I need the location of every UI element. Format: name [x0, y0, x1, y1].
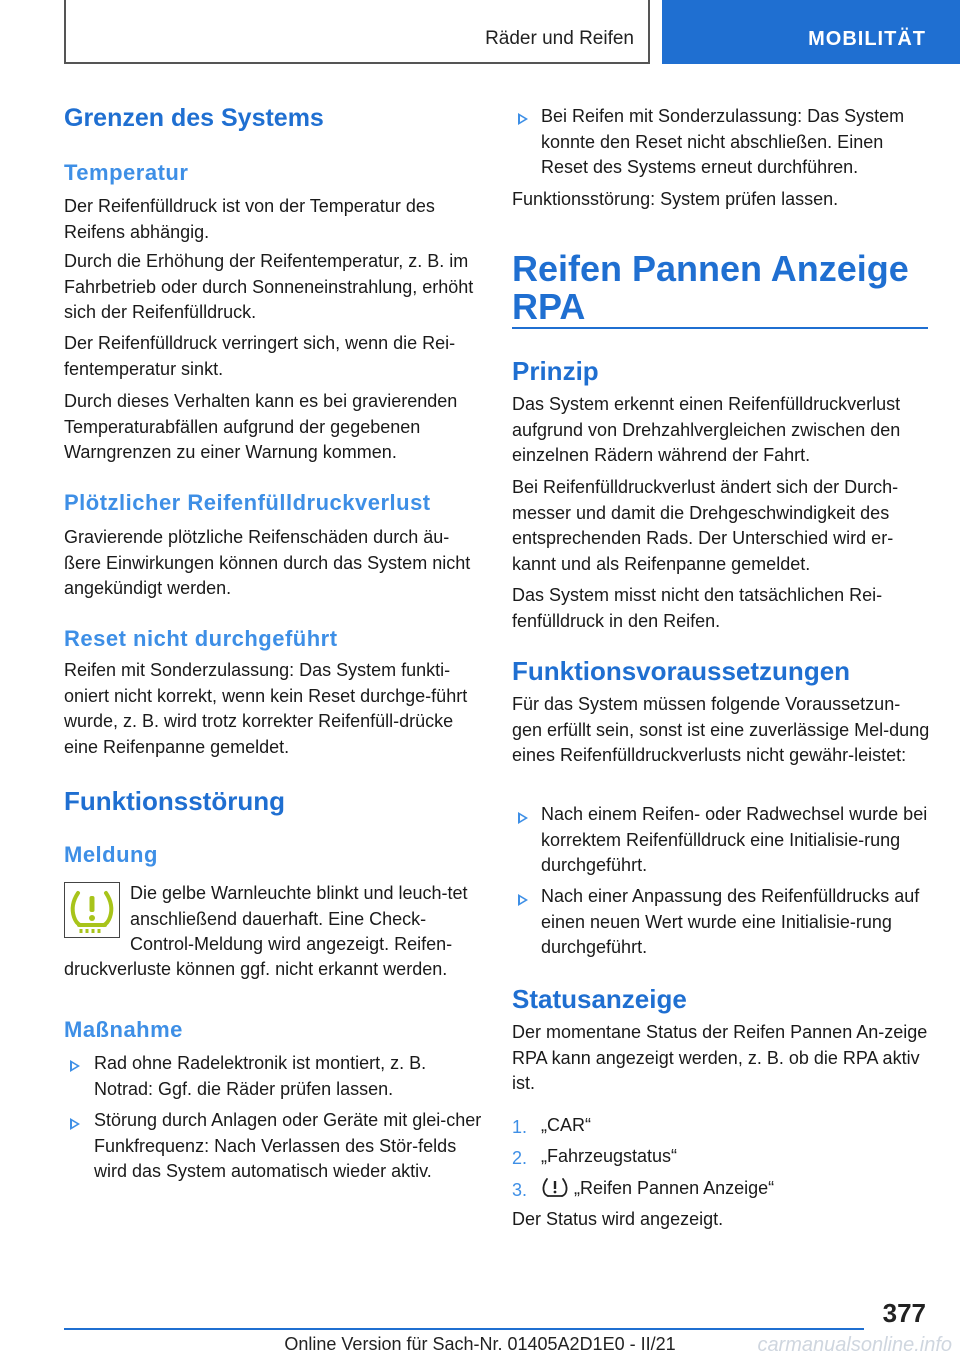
step-text: „Reifen Pannen Anzeige“	[574, 1178, 775, 1198]
paragraph-prinzip-1: Das System erkennt einen Reifenfülldruckverlust aufgrund von Drehzahlvergleichen zwischen den einzelnen Rädern während der Fahrt.	[512, 394, 901, 465]
header-chapter-box	[662, 0, 960, 64]
paragraph-prinzip-2: Bei Reifenfülldruckverlust ändert sich der Durch-messer und damit die Drehgeschwindigkeit des entsprechenden Rads. Der Unterschied wird er-kannt und als Reifenpanne gemeldet.	[512, 477, 899, 574]
paragraph-temperatur-3: Der Reifenfülldruck verringert sich, wenn die Rei-fentemperatur sinkt.	[64, 333, 456, 379]
tire-pressure-warning-icon	[64, 882, 120, 938]
paragraph-stoerung: Funktionsstörung: System prüfen lassen.	[512, 189, 839, 209]
paragraph-temperatur-2: Durch die Erhöhung der Reifentemperatur, z. B. im Fahrbetrieb oder durch Sonneneinstrahlung, erhöht sich der Reifenfülldruck.	[64, 251, 474, 322]
heading-temperatur: Temperatur	[64, 160, 189, 185]
watermark: carmanualsonline.info	[757, 1334, 952, 1356]
paragraph-meldung-continued: druckverluste können ggf. nicht erkannt werden.	[64, 959, 448, 979]
step-text: „CAR“	[541, 1115, 591, 1135]
paragraph-prinzip-3: Das System misst nicht den tatsächlichen Rei-fenfülldruck in den Reifen.	[512, 585, 883, 631]
step-number: 1.	[512, 1117, 528, 1137]
heading-rpa: Reifen Pannen Anzeige RPA	[512, 248, 909, 327]
footer-online-version: Online Version für Sach-Nr. 01405A2D1E0 - II/21	[284, 1334, 676, 1354]
paragraph-statusanzeige: Der momentane Status der Reifen Pannen An-zeige RPA kann angezeigt werden, z. B. ob die RPA aktiv ist.	[512, 1022, 928, 1093]
page-number: 377	[882, 1298, 926, 1328]
paragraph-status-end: Der Status wird angezeigt.	[512, 1209, 724, 1229]
bullet-triangle-icon	[518, 894, 528, 906]
heading-meldung: Meldung	[64, 842, 158, 867]
paragraph-ploetzlich: Gravierende plötzliche Reifenschäden durch äu-ßere Einwirkungen können durch das System nicht angekündigt werden.	[64, 527, 471, 598]
header-section-box	[64, 0, 650, 64]
step-text: „Fahrzeugstatus“	[541, 1146, 678, 1166]
list-item-voraussetzung-1: Nach einem Reifen- oder Radwechsel wurde bei korrektem Reifenfülldruck eine Initialisie-rung durchgeführt.	[541, 804, 928, 875]
step-number: 2.	[512, 1148, 528, 1168]
paragraph-temperatur-4: Durch dieses Verhalten kann es bei gravierenden Temperaturabfällen aufgrund der gegebenen Warngrenzen zu einer Warnung kommen.	[64, 391, 458, 462]
bullet-triangle-icon	[70, 1118, 80, 1130]
heading-funktionsstoerung: Funktionsstörung	[64, 786, 285, 816]
paragraph-meldung: Die gelbe Warnleuchte blinkt und leuch-tet anschließend dauerhaft. Eine Check-Control-Meldung wird angezeigt. Reifen-	[130, 883, 468, 954]
list-item-voraussetzung-2: Nach einer Anpassung des Reifenfülldrucks auf einen neuen Wert wurde eine Initialisie-rung durchgeführt.	[541, 886, 920, 957]
paragraph-temperatur-1: Der Reifenfülldruck ist von der Temperatur des Reifens abhängig.	[64, 196, 435, 242]
list-item-massnahme-2: Störung durch Anlagen oder Geräte mit glei-cher Funkfrequenz: Nach Verlassen des Stör-felds wird das System automatisch wieder aktiv.	[94, 1110, 482, 1181]
paragraph-reset: Reifen mit Sonderzulassung: Das System funkti-oniert nicht korrekt, wenn kein Reset durchge-führt wurde, z. B. wird trotz korrekter Reifenfüll-drücke eine Reifenpanne gemeldet.	[64, 660, 468, 757]
chapter-title: MOBILITÄT	[808, 28, 926, 50]
footer-rule	[64, 1328, 864, 1330]
list-item-sonderzulassung: Bei Reifen mit Sonderzulassung: Das System konnte den Reset nicht abschließen. Einen Reset des Systems erneut durchführen.	[541, 106, 905, 177]
heading-underline	[512, 327, 928, 329]
paragraph-funktionsvoraussetzungen: Für das System müssen folgende Voraussetzun-gen erfüllt sein, sonst ist eine zuverlässige Mel-dung eines Reifenfülldruckverlusts nicht gewähr-leistet:	[512, 694, 930, 765]
bullet-triangle-icon	[518, 812, 528, 824]
heading-funktionsvoraussetzungen: Funktionsvoraussetzungen	[512, 656, 851, 686]
heading-reset: Reset nicht durchgeführt	[64, 626, 338, 651]
list-item-massnahme-1: Rad ohne Radelektronik ist montiert, z. B. Notrad: Ggf. die Räder prüfen lassen.	[94, 1053, 427, 1099]
heading-prinzip: Prinzip	[512, 356, 599, 386]
heading-statusanzeige: Statusanzeige	[512, 984, 687, 1014]
bullet-triangle-icon	[518, 113, 528, 125]
bullet-triangle-icon	[70, 1060, 80, 1072]
tire-warning-icon	[540, 1176, 570, 1200]
heading-grenzen: Grenzen des Systems	[64, 104, 324, 132]
step-number: 3.	[512, 1180, 528, 1200]
heading-ploetzlich: Plötzlicher Reifenfülldruckverlust	[64, 490, 431, 515]
section-title: Räder und Reifen	[485, 28, 634, 49]
heading-massnahme: Maßnahme	[64, 1017, 183, 1042]
